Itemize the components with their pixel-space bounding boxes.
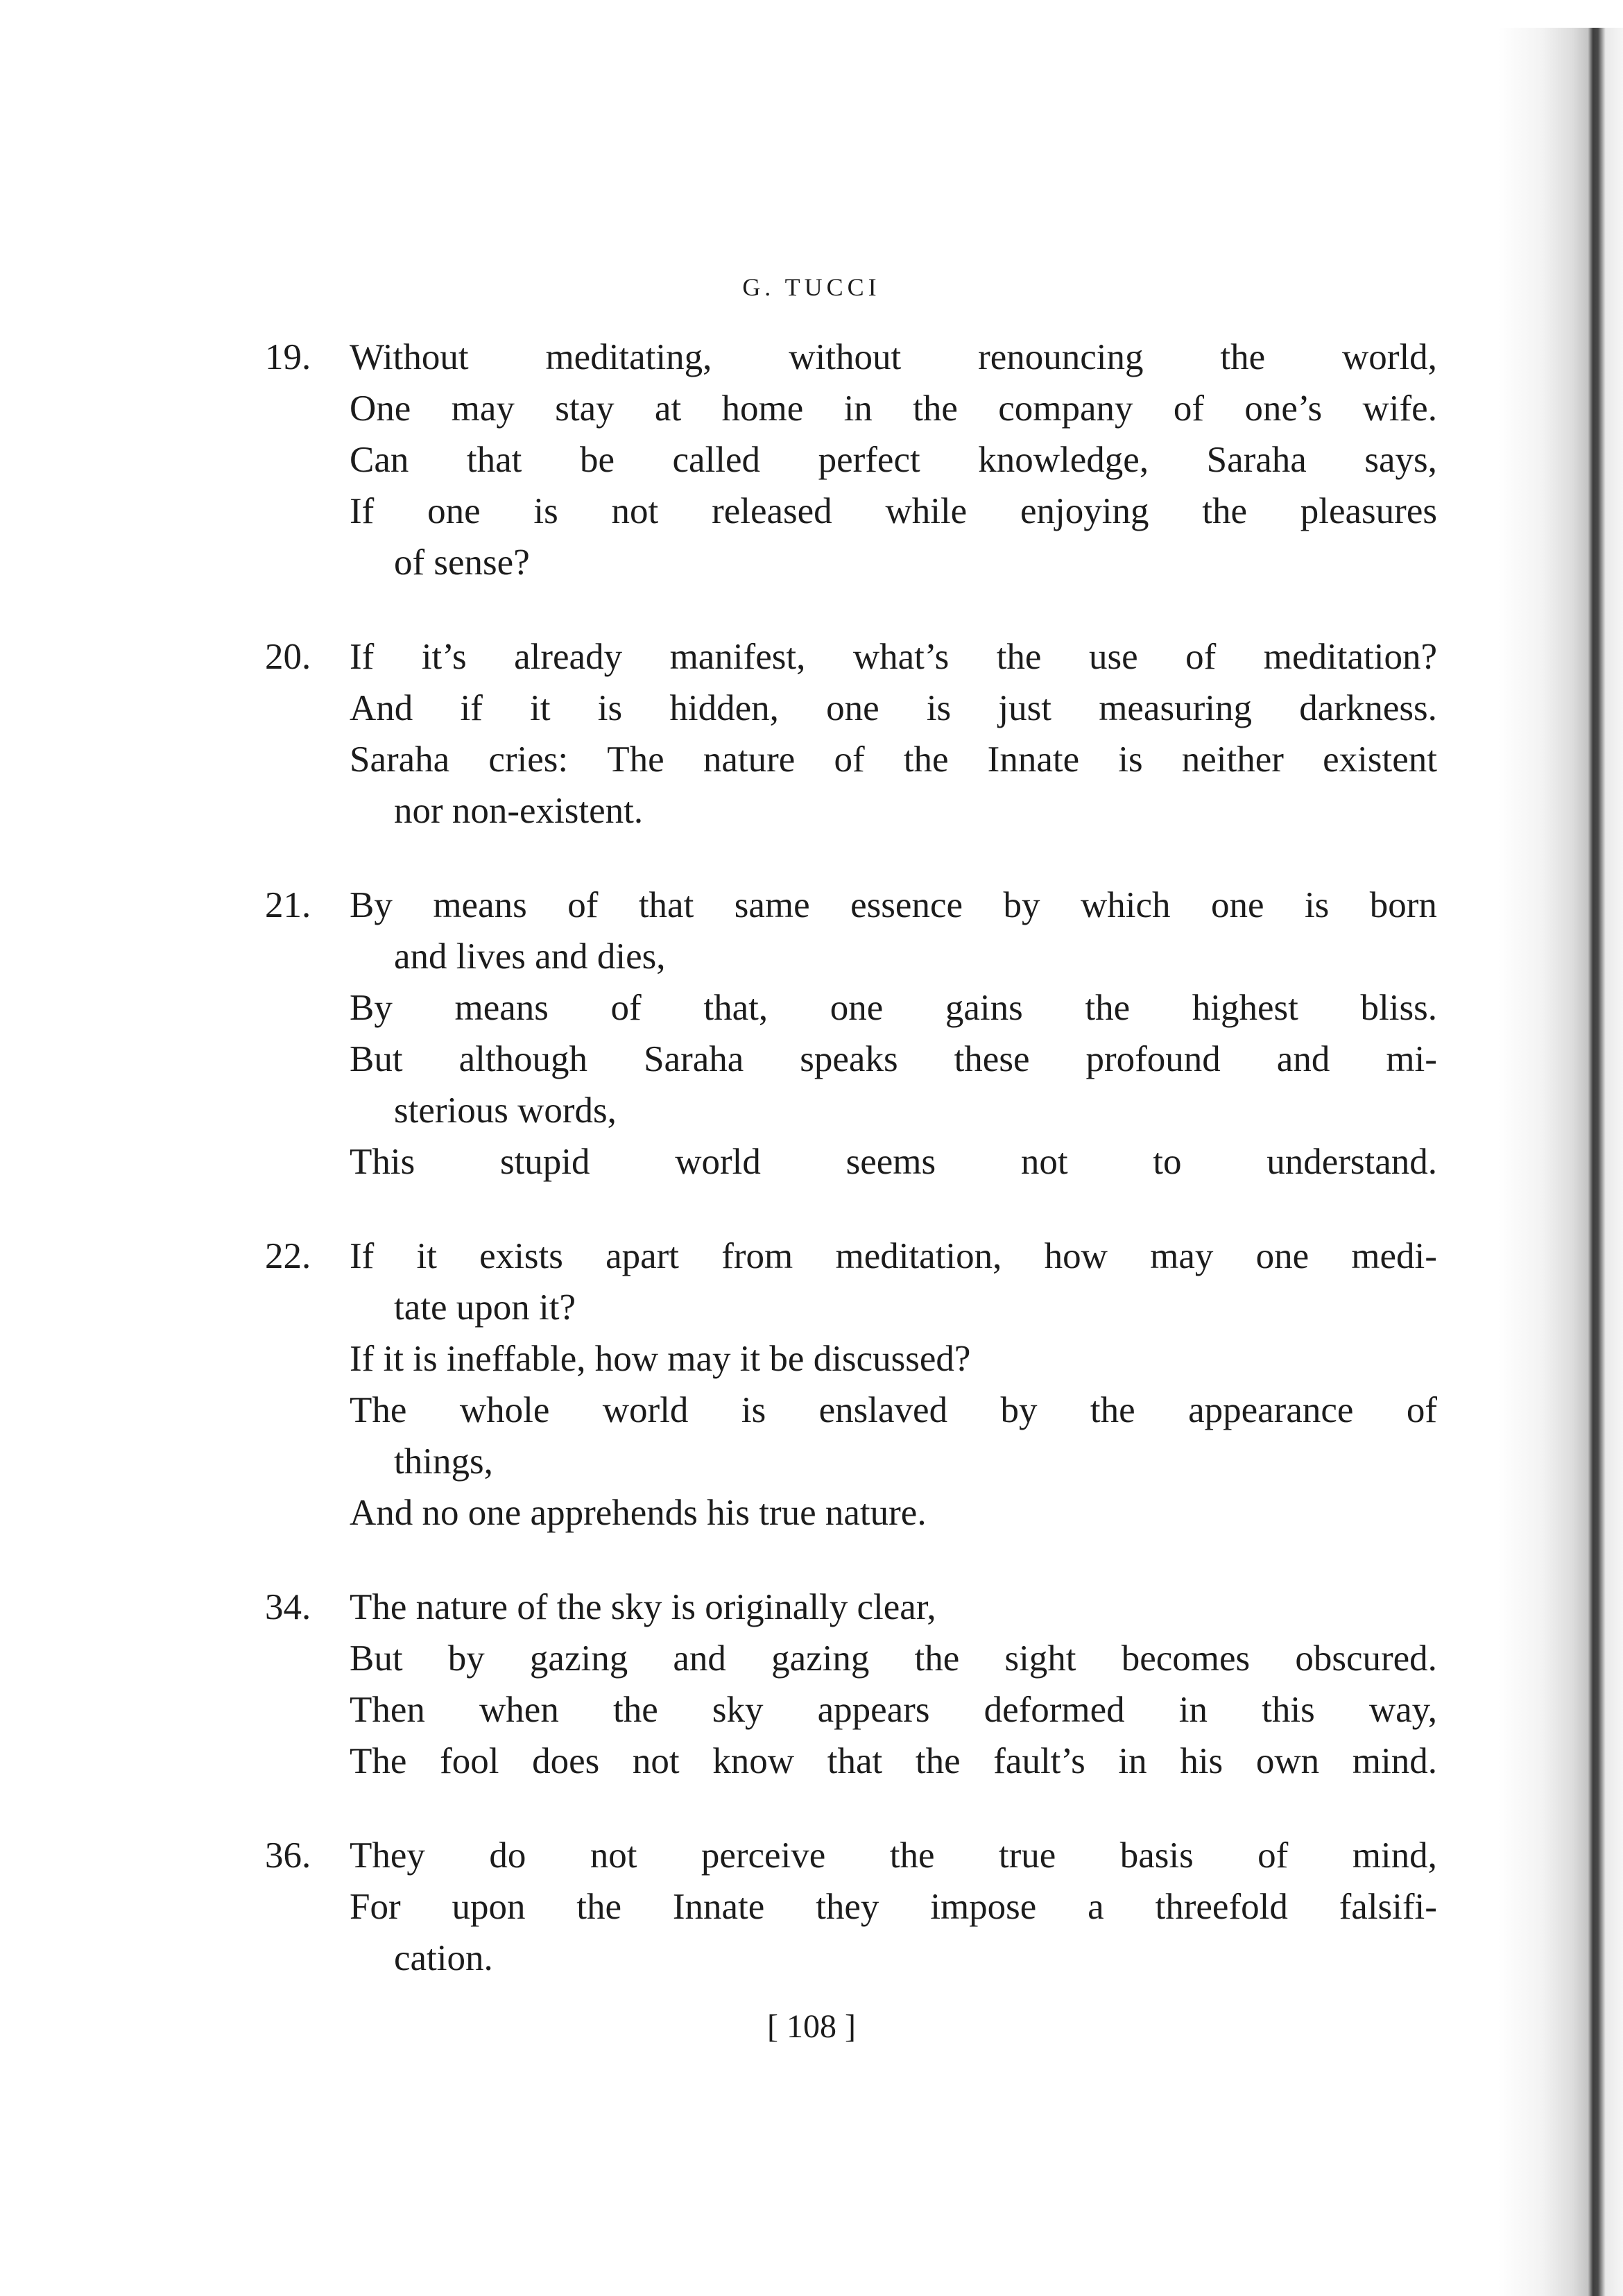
verse-line: The fool does not know that the fault’s in his own mind. <box>350 1741 1437 1781</box>
verse-number: 34. <box>265 1587 311 1627</box>
verse-number: 36. <box>265 1835 311 1876</box>
verse-lines <box>350 332 1437 588</box>
verse-line: things, <box>394 1441 493 1482</box>
verse-line: Then when the sky appears deformed in this way, <box>350 1690 1437 1730</box>
verse <box>265 1830 1437 1984</box>
verse-number: 19. <box>265 337 311 377</box>
verse-lines <box>350 1582 1437 1787</box>
verse-line: This stupid world seems not to understand. <box>350 1142 1437 1182</box>
page-number: [ 108 ] <box>767 2008 856 2045</box>
verse-line: By means of that same essence by which one is born <box>350 885 1437 925</box>
verse-line: One may stay at home in the company of one’s wife. <box>350 388 1437 429</box>
verse <box>265 1231 1437 1539</box>
verse-list <box>265 332 1437 2027</box>
verse-line: And no one apprehends his true nature. <box>350 1493 927 1533</box>
verse-line: For upon the Innate they impose a threefold falsifi- <box>350 1887 1437 1927</box>
verse-line: tate upon it? <box>394 1287 576 1328</box>
verse-line: If one is not released while enjoying the pleasures <box>350 491 1437 531</box>
verse-line: Without meditating, without renouncing the world, <box>350 337 1437 377</box>
verse-line: By means of that, one gains the highest bliss. <box>350 988 1437 1028</box>
verse-line: cation. <box>394 1938 493 1978</box>
verse-line: nor non-existent. <box>394 791 644 831</box>
verse-line: Can that be called perfect knowledge, Saraha says, <box>350 440 1437 480</box>
verse-lines <box>350 1830 1437 1984</box>
verse-lines <box>350 880 1437 1188</box>
verse <box>265 1582 1437 1787</box>
verse <box>265 880 1437 1188</box>
verse-number: 20. <box>265 637 311 677</box>
verse-line: If it’s already manifest, what’s the use of meditation? <box>350 637 1437 677</box>
verse-line: They do not perceive the true basis of mind, <box>350 1835 1437 1876</box>
verse <box>265 332 1437 588</box>
verse-line: sterious words, <box>394 1090 617 1131</box>
running-head: G. TUCCI <box>742 273 881 301</box>
verse-lines <box>350 631 1437 837</box>
verse <box>265 631 1437 837</box>
verse-line: If it is ineffable, how may it be discussed? <box>350 1339 971 1379</box>
verse-lines <box>350 1231 1437 1539</box>
verse-line: But by gazing and gazing the sight becomes obscured. <box>350 1638 1437 1679</box>
verse-line: If it exists apart from meditation, how may one medi- <box>350 1236 1437 1276</box>
verse-line: and lives and dies, <box>394 936 666 977</box>
verse-number: 22. <box>265 1236 311 1276</box>
verse-line: And if it is hidden, one is just measuring darkness. <box>350 688 1437 728</box>
verse-line: Saraha cries: The nature of the Innate is neither existent <box>350 739 1437 780</box>
book-binding-shadow <box>1498 28 1623 2296</box>
verse-line: The whole world is enslaved by the appearance of <box>350 1390 1437 1430</box>
verse-line: of sense? <box>394 542 530 583</box>
verse-line: The nature of the sky is originally clear, <box>350 1587 936 1627</box>
verse-line: But although Saraha speaks these profound and mi- <box>350 1039 1437 1079</box>
verse-number: 21. <box>265 885 311 925</box>
